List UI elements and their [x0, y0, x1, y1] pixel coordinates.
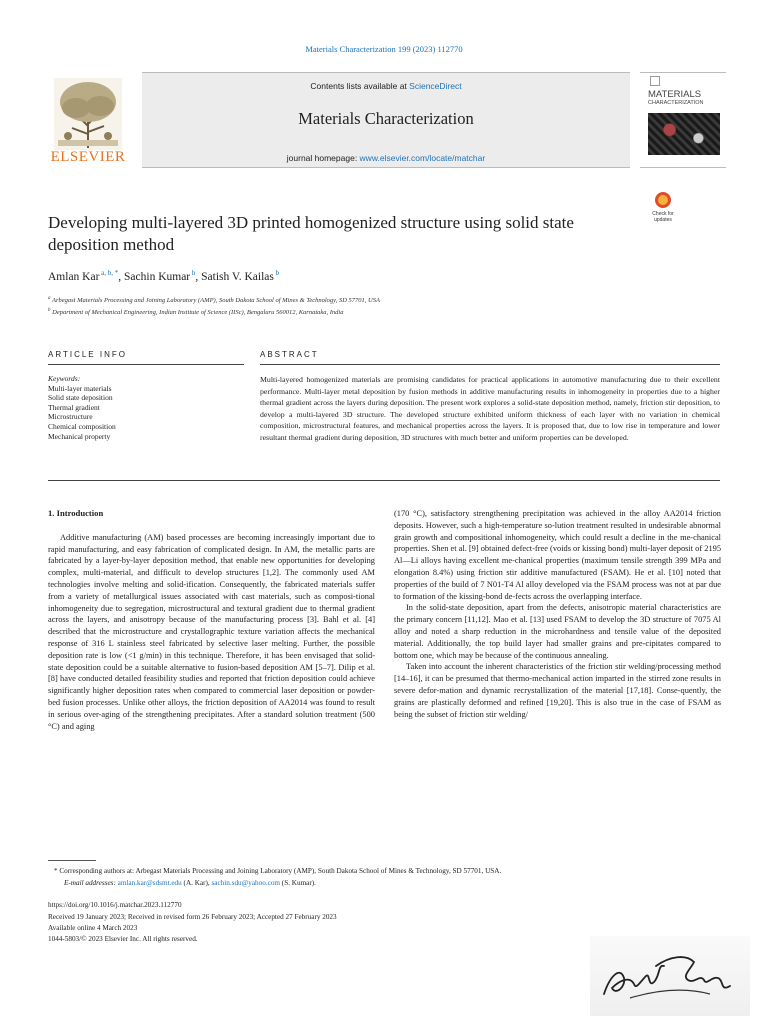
author-sup[interactable]: b: [191, 269, 196, 277]
footnote-divider: [48, 860, 96, 861]
body-paragraph: (170 °C), satisfactory strengthening precipitation was achieved in the alloy AA2014 friction deposits. However, such a high-temperature so-lution treatment resulted in undesirable abnormal grain growth and compositional inhomogeneity, which could result a decline in the me-chanical properties. Shen et al. [9] obtained defect-free (voids or kissing bond) multi-layer deposit of 2195 Al—Li alloys having excellent me-chanical properties (maximum tensile strength 399 MPa and elongation 8.4%) using friction stir additive manufactured (FSAM). He et al. [10] noted that properties of the build of 7 N01-T4 Al alloy developed via the FSAM process was not at par due to formation of the kissing-bond de-fects across the overlapping interface.: [394, 509, 722, 601]
email-link[interactable]: amlan.kar@sdsmt.edu: [117, 879, 182, 887]
email-label: E-mail addresses:: [64, 879, 116, 887]
author-name[interactable]: Satish V. Kailas: [201, 270, 274, 283]
body-paragraph: In the solid-state deposition, apart from the defects, anisotropic material characteristics are the primary concern [11,12]. Mao et al. [13] used FSAM to develop the 3D structure of 7075 Al alloy and noted a sharp reduction in the microhardness and tensile value of the deposited material. Additionally, the top build layer had smaller grains and pre-cipitates compared to bottom one, which may be because of the continuous annealing.: [394, 603, 721, 660]
keyword: Chemical composition: [48, 421, 116, 431]
elsevier-tree-icon: [54, 78, 122, 150]
author-sup[interactable]: a, b, *: [101, 269, 119, 277]
journal-header: [142, 72, 630, 168]
cover-subtitle: CHARACTERIZATION: [648, 100, 704, 106]
cover-title: MATERIALS: [648, 89, 702, 100]
author-sup[interactable]: b: [275, 269, 280, 277]
contents-line: [142, 81, 630, 91]
body-paragraph: Taken into account the inherent characteristics of the friction stir welding/processing method [14–16], it can be presumed that thermo-mechanical action imparted in the stirred zone results in severe defor-mation and dynamic recrystallization of the material [17,18]. Conse-quently, the grains are plastically deformed and refined [19,20]. This is also true in the case of FSAM as being the subset of friction stir welding/: [394, 662, 721, 719]
author-name[interactable]: Amlan Kar: [48, 270, 100, 283]
cover-logo-icon: [650, 76, 660, 86]
contents-prefix: Contents lists available at: [310, 81, 410, 91]
keywords-label: Keywords:: [48, 374, 81, 383]
abstract-text: Multi-layered homogenized materials are promising candidates for practical applications in automotive manufacturing due to their excellent performance. Multi-layer metal deposition by fusion methods in additive manufacturing results in inhomogeneity in properties due to a higher thermal gradient across the layers during deposition. The present work explores a solid-state deposition method, namely, friction stir deposition, to develop a multi-layered 3D structure. The developed structure exhibited uniform thickness of each layer with no variation in chemical composition, microstructural features, and mechanical properties across the layers. It is proposed that, due to low rise in temperature and lower resultant thermal gradient during deposition, 3D structures with much better and uniform properties can be developed.: [260, 375, 720, 442]
publisher-name: ELSEVIER: [50, 149, 126, 165]
keywords-block: [48, 374, 244, 441]
divider: [48, 364, 244, 365]
keyword: Mechanical property: [48, 431, 111, 441]
article-info-heading: ARTICLE INFO: [48, 350, 127, 359]
divider: [260, 364, 720, 365]
online-date: Available online 4 March 2023: [48, 924, 138, 932]
keyword: Thermal gradient: [48, 402, 100, 412]
affiliation: $^a$ Arbegast Materials Processing and Joining Laboratory (AMP), South Dakota School of Mines & Technology, SD 57701, USA: [48, 296, 380, 305]
sciencedirect-link[interactable]: ScienceDirect: [409, 81, 462, 91]
elsevier-logo: [48, 76, 128, 166]
signature-icon: [590, 936, 750, 1016]
cover-image: [648, 113, 720, 155]
body-paragraph: Additive manufacturing (AM) based processes are becoming increasingly important due to rapid manufacturing, and easy fabrication of complicated design. In AM, the metallic parts are fabricated by a layer-by-layer deposition method, that enable new opportunities for developing complex, multi-material, and difficult to develop structures [1,2]. The commonly used AM technologies involve melting and solid-ification. Consequently, the fabricated materials suffer from a variety of metallurgical issues associated with cast materials, such as composi-tional inhomogeneity due to segregation, microstructural and textural gradient due to thermal gradient across the layers, and anisotropy because of the manufacturing process [3]. Bahl et al. [4] described that the microstructure and crystallographic texture variation affects the mechanical response of 316 L stainless steel fabricated by selective laser melting. Further, the possible deposition rate is low (<1 g/min) in this technique. Therefore, it has been envisaged that solid-state deposition could be a suitable alternative to fusion-based deposition AM [5–7]. Dilip et al. [8] have conducted detailed feasibility studies and reported that friction deposition could achieve significantly higher deposition rates when compared to commercial laser deposition or powder-bed fusion processes. Unlike other alloys, the friction deposition of AA2014 was found to result in serious over-aging of the strengthening precipitates. After a standard solution treatment (500 °C) and aging: [48, 532, 375, 731]
doi-link[interactable]: https://doi.org/10.1016/j.matchar.2023.112770: [48, 901, 182, 909]
homepage-line: [142, 153, 630, 163]
keyword: Microstructure: [48, 412, 93, 422]
email-addresses: [64, 878, 714, 889]
keyword: Multi-layer materials: [48, 383, 112, 393]
homepage-prefix: journal homepage:: [286, 153, 360, 163]
section-heading: 1. Introduction: [48, 508, 104, 518]
body-column-left: [48, 508, 375, 732]
journal-homepage-link[interactable]: www.elsevier.com/locate/matchar: [359, 153, 486, 163]
journal-reference[interactable]: Materials Characterization 199 (2023) 112770: [305, 44, 463, 54]
email-link[interactable]: sachin.sdu@yahoo.com: [211, 879, 280, 887]
keyword: Solid state deposition: [48, 393, 113, 403]
abstract-heading: ABSTRACT: [260, 350, 319, 359]
divider: [48, 480, 720, 481]
affiliation: $^b$ Department of Mechanical Engineering, Indian Institute of Science (IISc), Bengaluru 560012, Karnataka, India: [48, 308, 344, 317]
check-for-updates-button[interactable]: [648, 192, 678, 228]
check-updates-label: Check for updates: [652, 211, 674, 223]
author-list: Amlan Kar $^{a, b, *}$, Sachin Kumar $^b$, Satish V. Kailas $^b$: [48, 269, 280, 283]
author-name[interactable]: Sachin Kumar: [124, 270, 191, 283]
corresponding-author-note: * Corresponding authors at: Arbegast Materials Processing and Joining Laboratory (AMP), South Dakota School of Mines & Technology, SD 57701, USA.: [54, 867, 502, 875]
handwritten-signature: [590, 936, 750, 1016]
check-updates-icon: [655, 192, 671, 208]
email-owner: (A. Kar),: [181, 879, 212, 887]
journal-title: Materials Characterization: [298, 109, 474, 128]
received-dates: Received 19 January 2023; Received in revised form 26 February 2023; Accepted 27 February 2023: [48, 913, 337, 921]
copyright: 1044-5803/© 2023 Elsevier Inc. All rights reserved.: [48, 935, 198, 943]
email-owner: (S. Kumar).: [280, 879, 316, 887]
article-title: Developing multi-layered 3D printed homogenized structure using solid state deposition method: [48, 213, 574, 254]
journal-cover[interactable]: [640, 72, 726, 168]
body-column-right: [394, 508, 721, 720]
